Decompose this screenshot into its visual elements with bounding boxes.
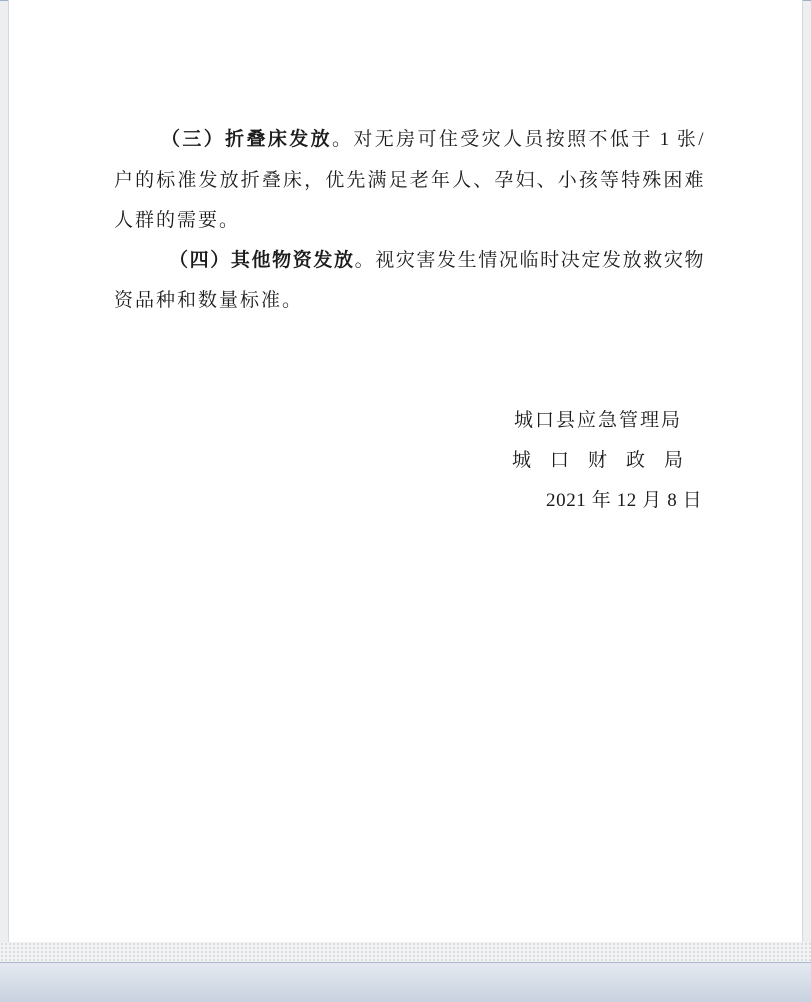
paragraph-3-line-2: 户的标准发放折叠床，优先满足老年人、孕妇、小孩等特殊困难	[114, 170, 704, 191]
document-page	[8, 0, 803, 942]
paragraph-3-line-1-text: 。对无房可住受灾人员按照不低于 1 张/	[332, 129, 704, 150]
signature-issuer-finance-bureau: 城 口 财 政 局	[512, 450, 684, 471]
paragraph-4-line-2: 资品种和数量标准。	[114, 290, 304, 311]
status-bar	[0, 962, 811, 1002]
paragraph-4-heading: （四）其他物资发放	[169, 250, 355, 271]
paragraph-4-line-1-text: 。视灾害发生情况临时决定发放救灾物	[354, 250, 704, 271]
paragraph-3-line-3: 人群的需要。	[114, 210, 241, 231]
signature-date: 2021 年 12 月 8 日	[546, 490, 703, 511]
paragraph-3-heading: （三）折叠床发放	[161, 129, 332, 150]
signature-issuer-emergency-bureau: 城口县应急管理局	[514, 410, 683, 431]
paragraph-3-line-1	[161, 128, 704, 152]
paragraph-4-line-1	[169, 249, 704, 273]
page-gap-band	[0, 942, 811, 962]
